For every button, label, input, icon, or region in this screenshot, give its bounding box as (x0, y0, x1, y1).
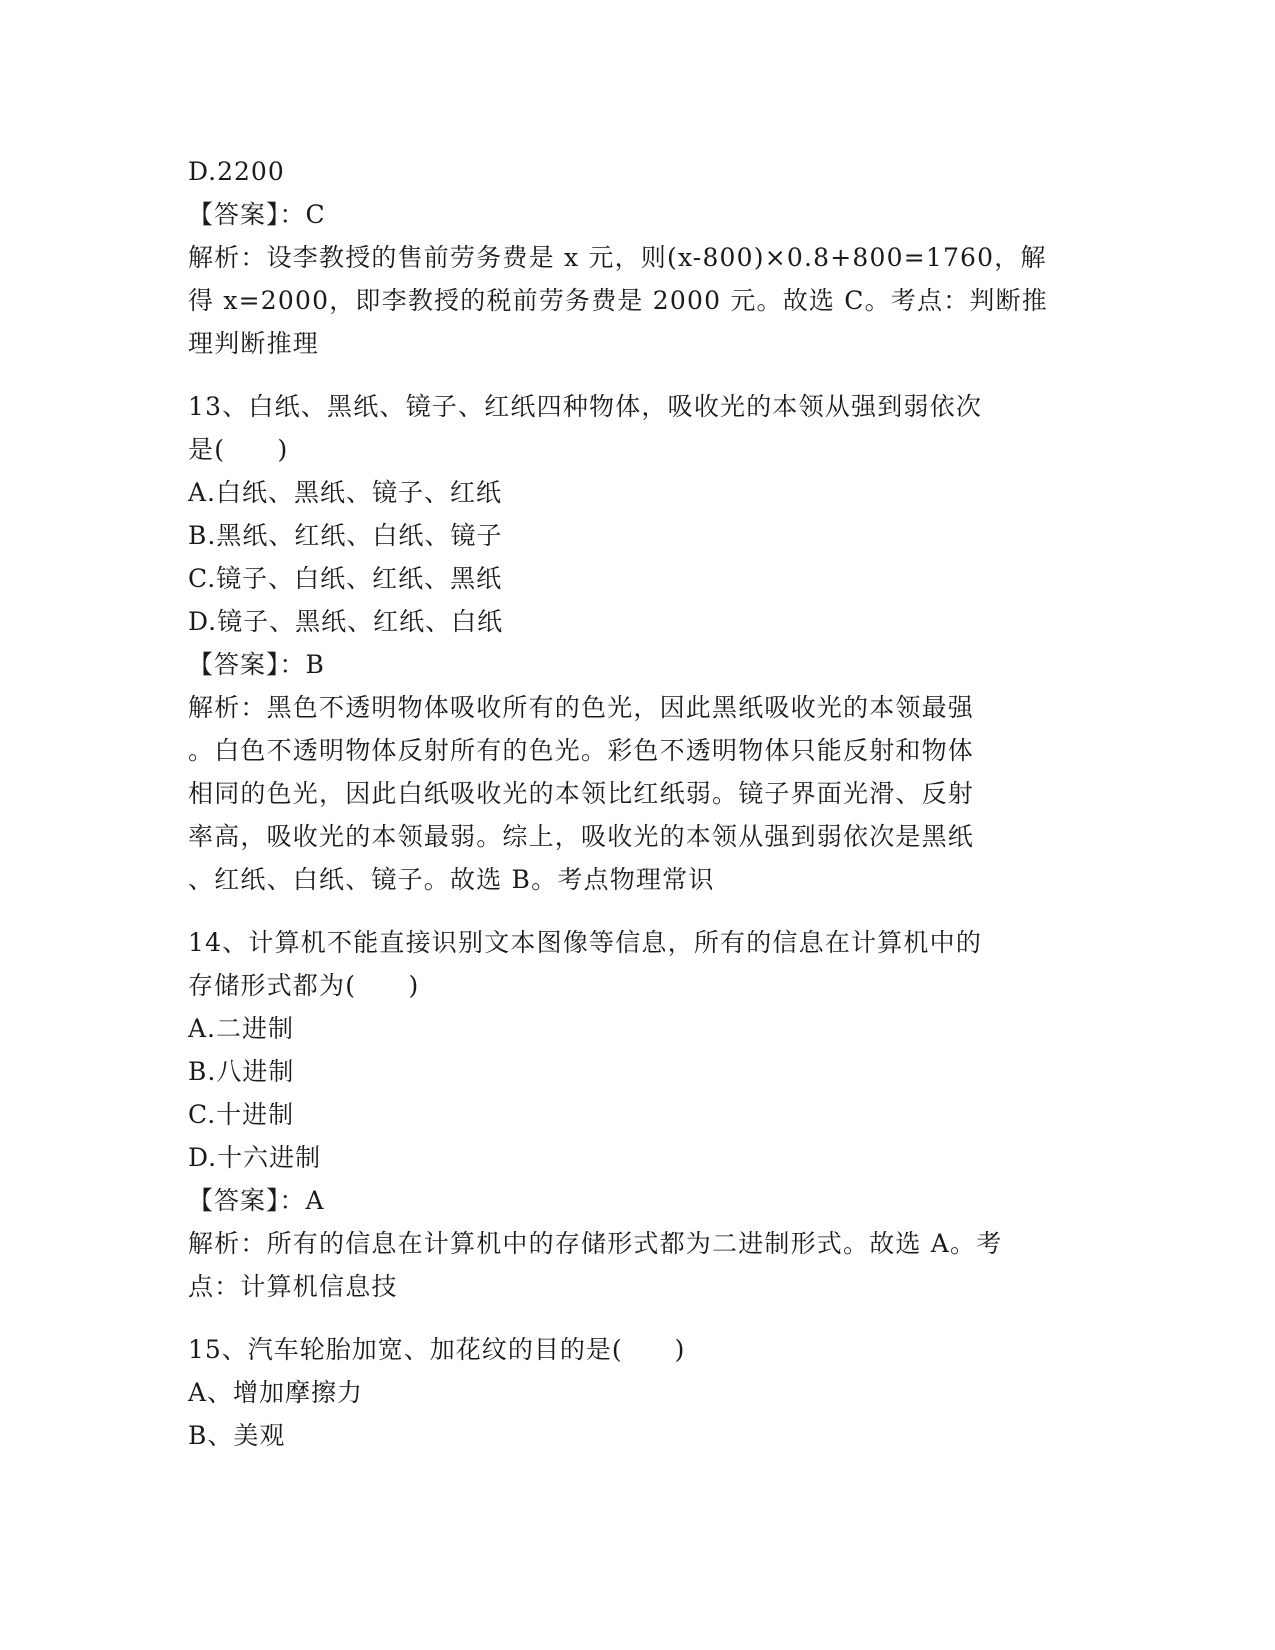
question-text (188, 921, 1088, 1007)
analysis (188, 1222, 1088, 1308)
question-15 (188, 1328, 1088, 1457)
analysis-line: 解析：黑色不透明物体吸收所有的色光，因此黑纸吸收光的本领最强 (188, 693, 975, 722)
option-d: D.2200 (188, 157, 285, 186)
option-b: B、美观 (188, 1421, 286, 1450)
analysis (188, 686, 1088, 901)
answer-label: 【答案】：A (188, 1186, 325, 1215)
analysis-line: 理判断推理 (188, 329, 320, 358)
option-b: B.八进制 (188, 1057, 295, 1086)
analysis-line: 解析：所有的信息在计算机中的存储形式都为二进制形式。故选 A。考 (188, 1229, 1003, 1258)
option-a: A、增加摩擦力 (188, 1378, 364, 1407)
question-line: 15、汽车轮胎加宽、加花纹的目的是( ) (188, 1335, 686, 1364)
answer-label: 【答案】：C (188, 200, 326, 229)
option-b: B.黑纸、红纸、白纸、镜子 (188, 521, 503, 550)
option-d: D.镜子、黑纸、红纸、白纸 (188, 607, 504, 636)
analysis-line: 点：计算机信息技 (188, 1272, 398, 1301)
analysis-line: 相同的色光，因此白纸吸收光的本领比红纸弱。镜子界面光滑、反射 (188, 779, 975, 808)
option-d: D.十六进制 (188, 1143, 322, 1172)
document-content (188, 150, 1088, 1457)
option-c: C.十进制 (188, 1100, 295, 1129)
analysis-line: 得 x=2000，即李教授的税前劳务费是 2000 元。故选 C。考点：判断推 (188, 286, 1049, 315)
question-13 (188, 385, 1088, 901)
question-line: 14、计算机不能直接识别文本图像等信息，所有的信息在计算机中的 (188, 928, 983, 957)
analysis-line: 、红纸、白纸、镜子。故选 B。考点物理常识 (188, 865, 715, 894)
analysis (188, 236, 1088, 365)
question-14 (188, 921, 1088, 1308)
option-a: A.二进制 (188, 1014, 295, 1043)
analysis-line: 率高，吸收光的本领最弱。综上，吸收光的本领从强到弱依次是黑纸 (188, 822, 975, 851)
question-line: 是( ) (188, 435, 289, 464)
analysis-line: 解析：设李教授的售前劳务费是 x 元，则(x-800)×0.8+800=1760，解 (188, 243, 1047, 272)
answer-label: 【答案】：B (188, 650, 325, 679)
option-c: C.镜子、白纸、红纸、黑纸 (188, 564, 503, 593)
question-text (188, 385, 1088, 471)
option-a: A.白纸、黑纸、镜子、红纸 (188, 478, 503, 507)
analysis-line: 。白色不透明物体反射所有的色光。彩色不透明物体只能反射和物体 (188, 736, 975, 765)
question-line: 存储形式都为( ) (188, 971, 420, 1000)
question-12-tail (188, 150, 1088, 365)
question-line: 13、白纸、黑纸、镜子、红纸四种物体，吸收光的本领从强到弱依次 (188, 392, 983, 421)
